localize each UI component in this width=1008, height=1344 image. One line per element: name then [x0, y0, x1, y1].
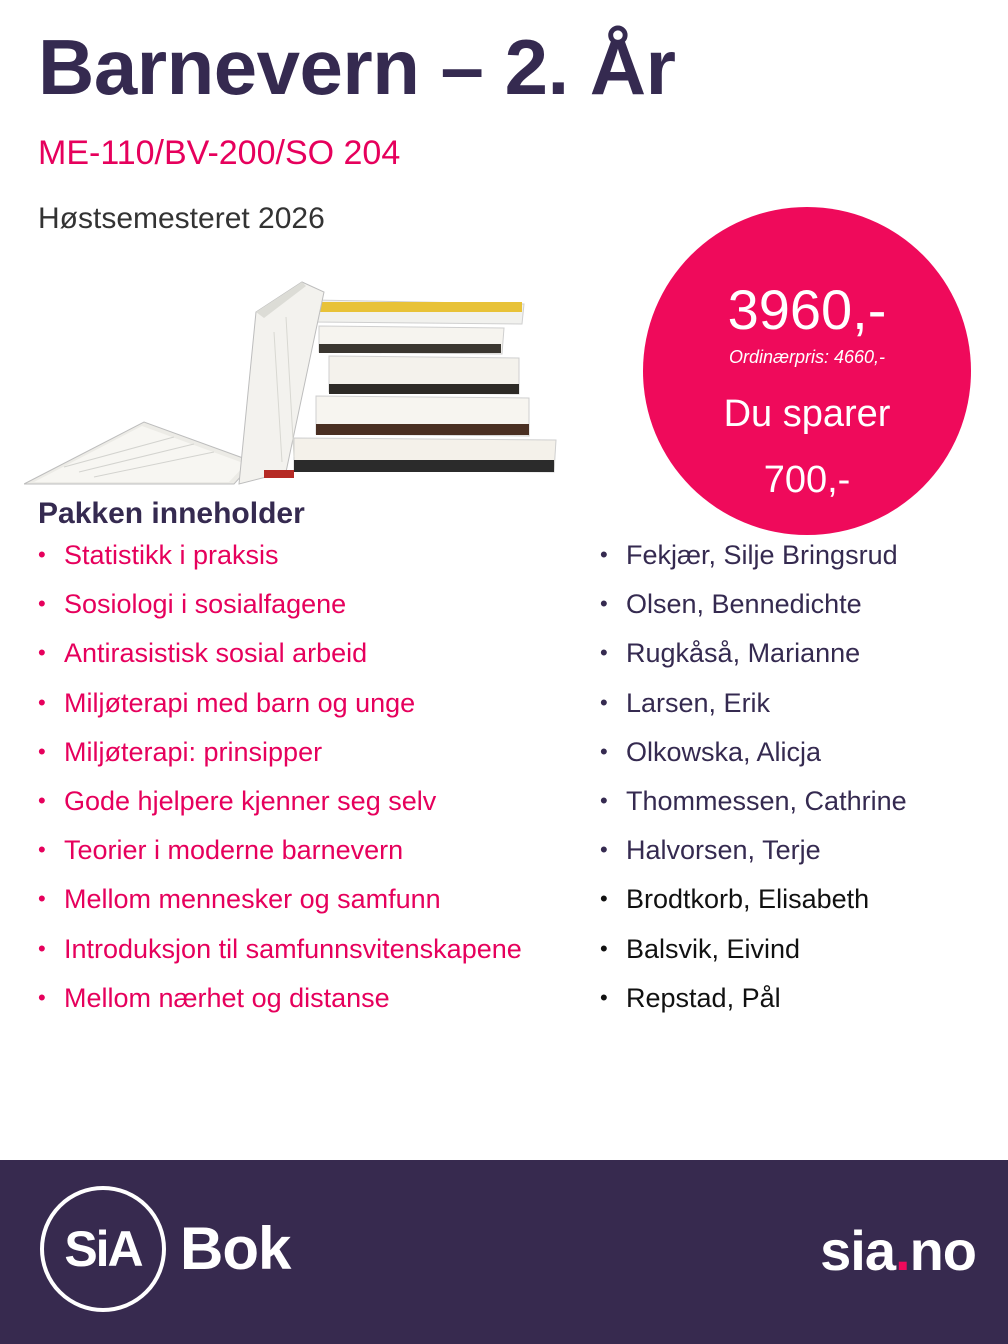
bullet-icon: •	[38, 591, 46, 617]
author-name: Thommessen, Cathrine	[626, 785, 907, 816]
bullet-icon: •	[38, 787, 46, 813]
package-price: 3960,-	[727, 278, 887, 341]
author-name: Olkowska, Alicja	[626, 736, 822, 767]
list-item	[600, 930, 907, 979]
book-title: Miljøterapi: prinsipper	[64, 736, 323, 767]
savings-label: Du sparer	[723, 393, 891, 435]
list-item	[600, 536, 907, 585]
bullet-icon: •	[600, 738, 608, 764]
bullet-icon: •	[600, 837, 608, 863]
bullet-icon: •	[600, 591, 608, 617]
list-item	[600, 831, 907, 880]
page-title: Barnevern – 2. År	[38, 23, 676, 111]
semester-label: Høstsemesteret 2026	[38, 202, 325, 235]
author-name: Olsen, Bennedichte	[626, 589, 862, 620]
ordinary-price: Ordinærpris: 4660,-	[728, 347, 886, 367]
book-stack	[294, 300, 556, 472]
sia-logo: SiA	[40, 1186, 166, 1312]
list-item	[600, 634, 907, 683]
books-illustration	[24, 272, 564, 492]
book-title: Teorier i moderne barnevern	[64, 835, 404, 866]
bullet-icon: •	[600, 886, 608, 912]
author-name: Fekjær, Silje Bringsrud	[626, 540, 898, 570]
book-title: Statistikk i praksis	[64, 540, 279, 570]
bullet-icon: •	[600, 935, 608, 961]
website-dot: .	[895, 1219, 910, 1282]
book-title: Introduksjon til samfunnsvitenskapene	[64, 933, 522, 964]
website-name: sia	[820, 1219, 896, 1282]
list-item	[38, 930, 522, 979]
bullet-icon: •	[38, 984, 46, 1010]
author-name: Brodtkorb, Elisabeth	[626, 884, 870, 915]
bullet-icon: •	[600, 787, 608, 813]
package-heading: Pakken inneholder	[38, 497, 305, 530]
list-item	[38, 979, 522, 1028]
author-name: Balsvik, Eivind	[626, 933, 801, 964]
book-title: Sosiologi i sosialfagene	[64, 589, 347, 620]
list-item	[600, 684, 907, 733]
author-list	[600, 536, 907, 1028]
author-name: Halvorsen, Terje	[626, 835, 821, 866]
bullet-icon: •	[38, 689, 46, 715]
book-title: Mellom nærhet og distanse	[64, 982, 390, 1013]
bullet-icon: •	[600, 542, 608, 567]
bullet-icon: •	[38, 837, 46, 863]
bullet-icon: •	[38, 640, 46, 666]
book-title: Mellom mennesker og samfunn	[64, 884, 441, 915]
savings-amount: 700,-	[763, 459, 851, 501]
bullet-icon: •	[600, 640, 608, 666]
list-item	[38, 733, 522, 782]
open-book	[24, 282, 324, 484]
book-title: Antirasistisk sosial arbeid	[64, 638, 368, 669]
website-tld: no	[909, 1219, 976, 1282]
book-title: Miljøterapi med barn og unge	[64, 687, 416, 718]
list-item	[600, 733, 907, 782]
author-name: Rugkåså, Marianne	[626, 638, 861, 669]
book-title: Gode hjelpere kjenner seg selv	[64, 785, 437, 816]
author-name: Larsen, Erik	[626, 687, 771, 718]
bullet-icon: •	[600, 689, 608, 715]
list-item	[38, 684, 522, 733]
list-item	[38, 880, 522, 929]
list-item	[600, 979, 907, 1028]
author-name: Repstad, Pål	[626, 982, 781, 1013]
list-item	[38, 536, 522, 585]
list-item	[600, 782, 907, 831]
list-item	[600, 585, 907, 634]
bullet-icon: •	[38, 738, 46, 764]
course-codes: ME-110/BV-200/SO 204	[38, 134, 401, 172]
website-logo	[820, 1218, 976, 1283]
list-item	[38, 782, 522, 831]
bok-logo-text: Bok	[180, 1215, 291, 1282]
book-title-list	[38, 536, 522, 1028]
bullet-icon: •	[600, 984, 608, 1010]
bullet-icon: •	[38, 935, 46, 961]
price-badge	[643, 207, 971, 535]
list-item	[600, 880, 907, 929]
bullet-icon: •	[38, 542, 46, 567]
list-item	[38, 585, 522, 634]
list-item	[38, 831, 522, 880]
bullet-icon: •	[38, 886, 46, 912]
list-item	[38, 634, 522, 683]
